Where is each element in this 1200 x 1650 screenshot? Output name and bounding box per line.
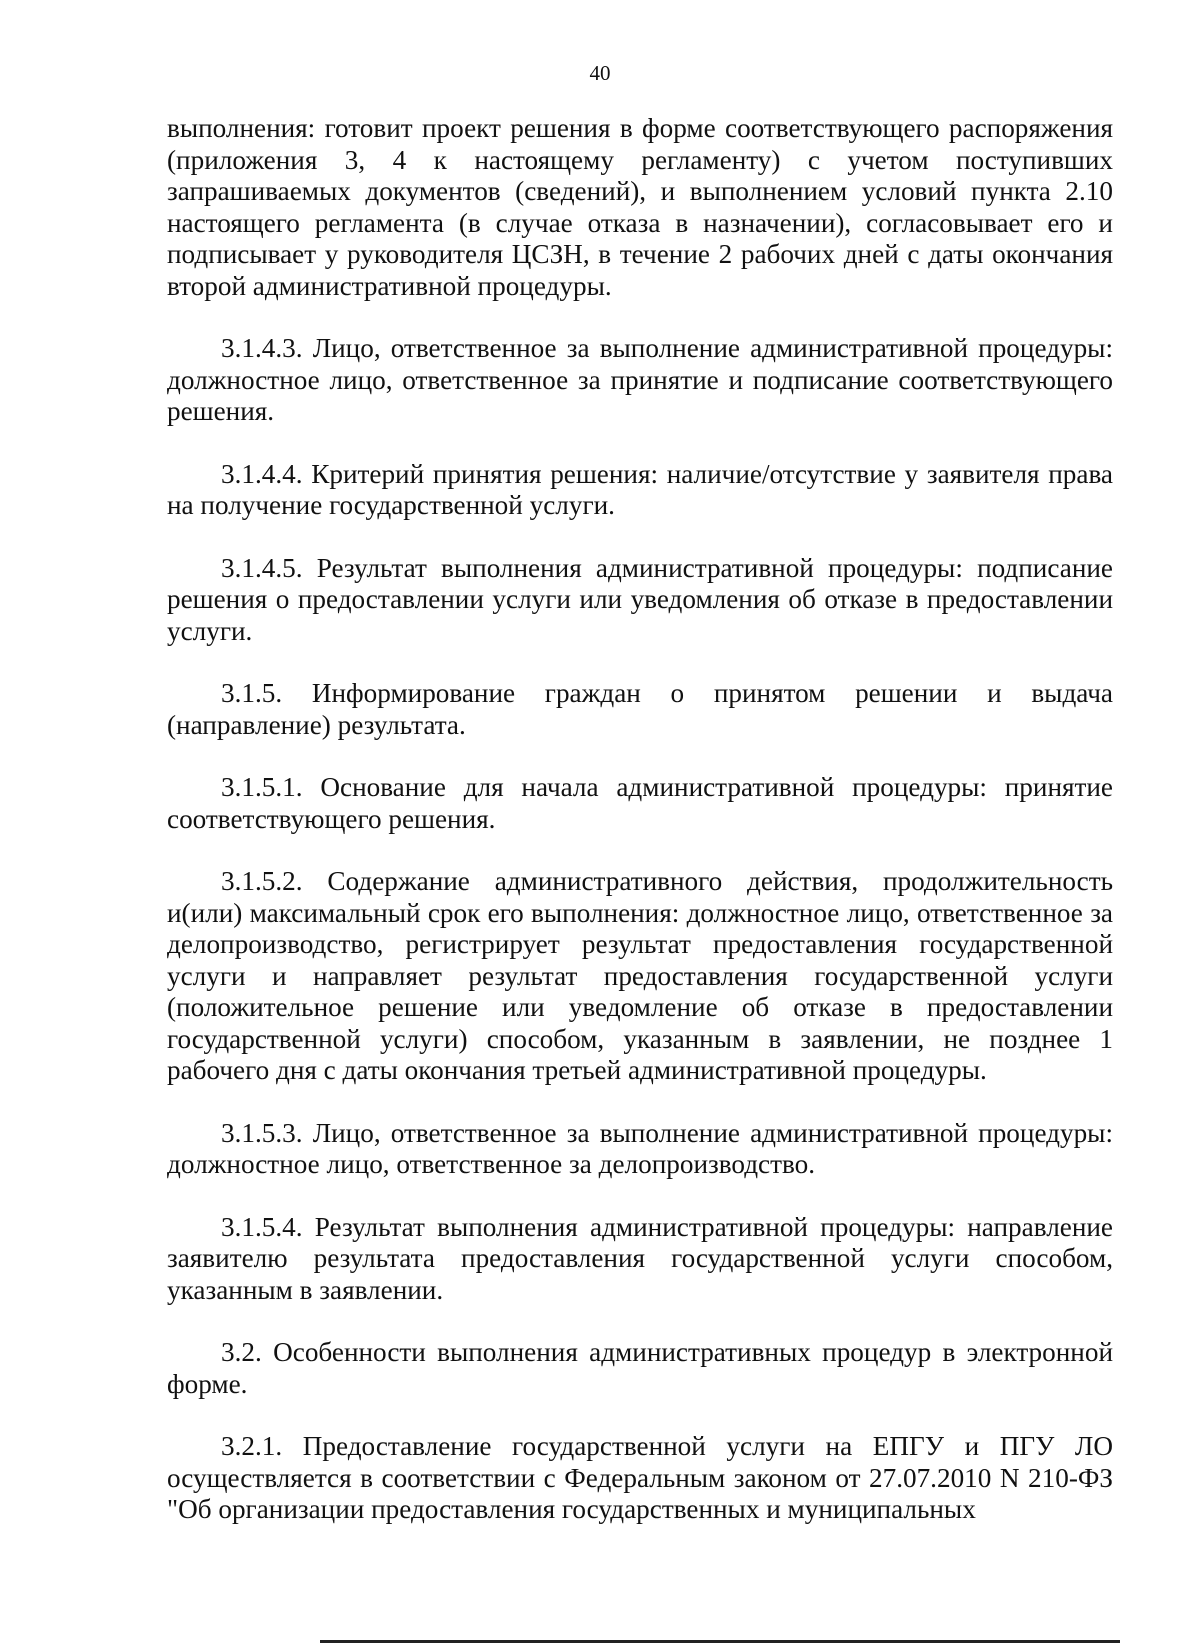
paragraph-3-1-4-5: 3.1.4.5. Результат выполнения административной процедуры: подписание решения о предоставлении услуги или уведомления об отказе в предоставлении услуги. [167,552,1113,646]
page-number: 40 [589,61,611,85]
paragraph-3-1-5-1: 3.1.5.1. Основание для начала административной процедуры: принятие соответствующего решения. [167,772,1113,834]
paragraph-3-1-5-3: 3.1.5.3. Лицо, ответственное за выполнение административной процедуры: должностное лицо, ответственное за делопроизводство. [167,1117,1113,1179]
paragraph-3-1-4-4: 3.1.4.4. Критерий принятия решения: наличие/отсутствие у заявителя права на получение государственной услуги. [167,458,1113,520]
paragraph-3-1-5: 3.1.5. Информирование граждан о принятом решении и выдача (направление) результата. [167,678,1113,740]
paragraph-3-1-5-2: 3.1.5.2. Содержание административного действия, продолжительность и(или) максимальный срок его выполнения: должностное лицо, ответственное за делопроизводство, регистрирует результат предоставления государственной услуги и направляет результат предоставления государственной услуги (положительное решение или уведомление об отказе в предоставлении государственной услуги) способом, указанным в заявлении, не позднее 1 рабочего дня с даты окончания третьей административной процедуры. [167,866,1113,1085]
page-bottom-rule [320,1640,1120,1643]
document-body [167,113,1113,1526]
paragraph-3-2-1: 3.2.1. Предоставление государственной услуги на ЕПГУ и ПГУ ЛО осуществляется в соответствии с Федеральным законом от 27.07.2010 N 210-ФЗ "Об организации предоставления государственных и муниципальных [167,1431,1113,1524]
paragraph-3-2: 3.2. Особенности выполнения административных процедур в электронной форме. [167,1337,1113,1399]
paragraph-3-1-4-3: 3.1.4.3. Лицо, ответственное за выполнение административной процедуры: должностное лицо, ответственное за принятие и подписание соответствующего решения. [167,333,1113,426]
paragraph-continuation: выполнения: готовит проект решения в форме соответствующего распоряжения (приложения 3, 4 к настоящему регламенту) с учетом поступивших запрашиваемых документов (сведений), и выполнением условий пункта 2.10 настоящего регламента (в случае отказа в назначении), согласовывает его и подписывает у руководителя ЦСЗН, в течение 2 рабочих дней с даты окончания второй административной процедуры. [167,113,1113,301]
paragraph-3-1-5-4: 3.1.5.4. Результат выполнения административной процедуры: направление заявителю результата предоставления государственной услуги способом, указанным в заявлении. [167,1211,1113,1305]
